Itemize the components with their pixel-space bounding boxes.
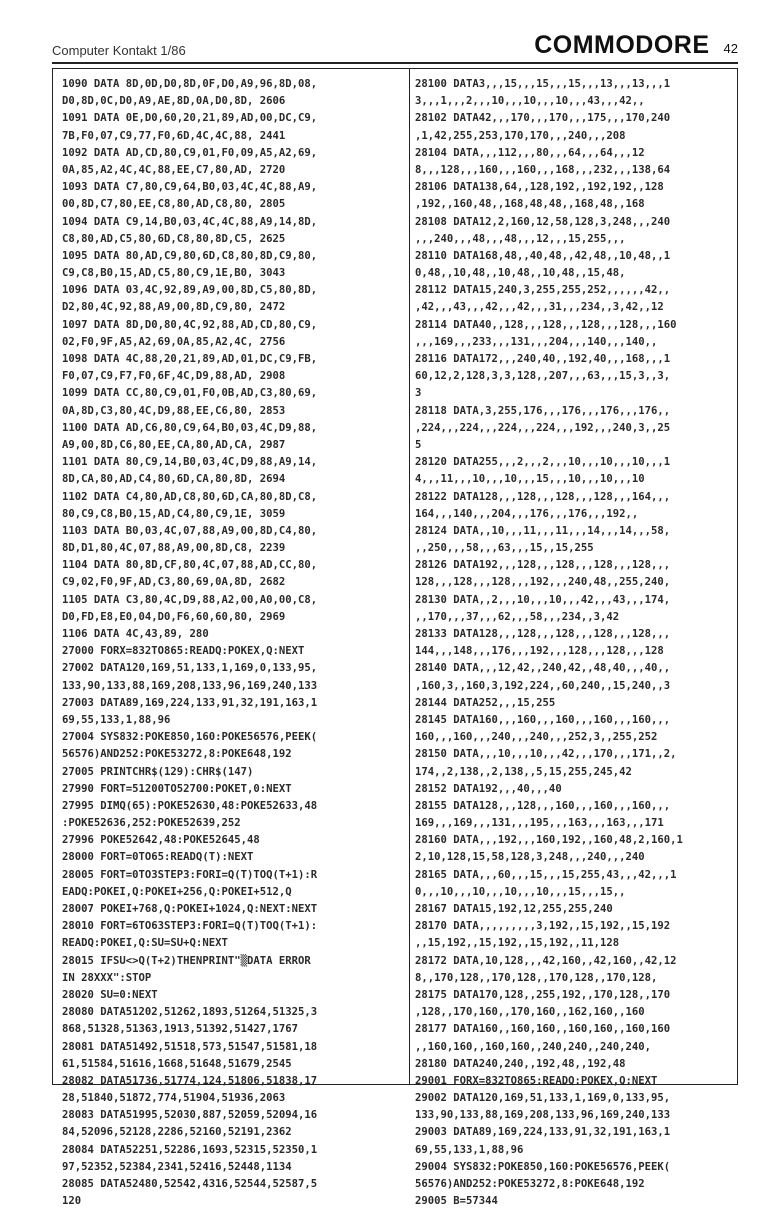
code-line: 28177 DATA160,,160,160,,160,160,,160,160 — [415, 1023, 671, 1036]
code-line: 56576)AND252:POKE53272,8:POKE648,192 — [62, 748, 292, 761]
code-line: 29004 SYS832:POKE850,160:POKE56576,PEEK( — [415, 1160, 671, 1173]
code-line: 27003 DATA89,169,224,133,91,32,191,163,1 — [62, 696, 318, 709]
code-line: ,,15,192,,15,192,,15,192,,11,128 — [415, 937, 620, 950]
code-line: A9,00,8D,C6,80,EE,CA,80,AD,CA, 2987 — [62, 438, 286, 451]
code-line: D0,FD,E8,E0,04,D0,F6,60,60,80, 2969 — [62, 610, 286, 623]
code-line: 28000 FORT=0TO65:READQ(T):NEXT — [62, 851, 254, 864]
code-line: 28116 DATA172,,,240,40,,192,40,,,168,,,1 — [415, 353, 671, 365]
code-line: 1097 DATA 8D,D0,80,4C,92,88,AD,CD,80,C9, — [62, 318, 318, 331]
code-line: 28005 FORT=0TO3STEP3:FORI=Q(T)TOQ(T+1):R — [62, 868, 318, 881]
code-line: 28082 DATA51736,51774,124,51806,51838,17 — [62, 1074, 318, 1087]
code-line: 28080 DATA51202,51262,1893,51264,51325,3 — [62, 1006, 318, 1019]
code-line: 28175 DATA170,128,,255,192,,170,128,,170 — [415, 988, 671, 1001]
code-line: 144,,,148,,,176,,,192,,,128,,,128,,,128 — [415, 645, 664, 658]
code-line: 8D,CA,80,AD,C4,80,6D,CA,80,8D, 2694 — [62, 473, 286, 486]
code-line: D0,8D,0C,D0,A9,AE,8D,0A,D0,8D, 2606 — [62, 95, 286, 108]
code-line: 1103 DATA B0,03,4C,07,88,A9,00,8D,C4,80, — [62, 524, 318, 537]
code-line: 28104 DATA,,,112,,,80,,,64,,,64,,,12 — [415, 146, 645, 159]
code-line: 1095 DATA 80,AD,C9,80,6D,C8,80,8D,C9,80, — [62, 249, 318, 262]
code-line: 5 — [415, 438, 422, 451]
code-line: 3,,,1,,,2,,,10,,,10,,,10,,,43,,,42,, — [415, 95, 645, 108]
page-number: 42 — [723, 41, 738, 56]
code-line: 1105 DATA C3,80,4C,D9,88,A2,00,A0,00,C8, — [62, 593, 318, 606]
code-line: 28102 DATA42,,,170,,,170,,,175,,,170,240 — [415, 112, 671, 125]
code-line: C9,C8,B0,15,AD,C5,80,C9,1E,B0, 3043 — [62, 267, 286, 280]
code-line: 8D,D1,80,4C,07,88,A9,00,8D,C8, 2239 — [62, 542, 286, 555]
code-line: 28150 DATA,,,10,,,10,,,42,,,170,,,171,,2, — [415, 748, 677, 761]
listing-column-right — [415, 76, 735, 1210]
code-line: F0,07,C9,F7,F0,6F,4C,D9,88,AD, 2908 — [62, 370, 286, 383]
code-line: 2,10,128,15,58,128,3,248,,,240,,,240 — [415, 851, 645, 864]
code-line: 4,,,11,,,10,,,10,,,15,,,10,,,10,,,10 — [415, 473, 645, 486]
code-line: ,192,,160,48,,168,48,48,,168,48,,168 — [415, 198, 645, 211]
code-line: 28144 DATA252,,,15,255 — [415, 696, 556, 709]
code-line: 28120 DATA255,,,2,,,2,,,10,,,10,,,10,,,1 — [415, 456, 671, 469]
code-line: 27005 PRINTCHR$(129):CHR$(147) — [62, 765, 254, 778]
code-line: 28020 SU=0:NEXT — [62, 988, 158, 1001]
code-line: ,42,,,43,,,42,,,42,,,31,,,234,,3,42,,12 — [415, 301, 664, 314]
code-line: ,,250,,,58,,,63,,,15,,15,255 — [415, 542, 594, 555]
code-line: ,,160,160,,160,160,,240,240,,240,240, — [415, 1040, 651, 1053]
code-line: 8,,170,128,,170,128,,170,128,,170,128, — [415, 971, 658, 984]
code-line: 28110 DATA168,48,,40,48,,42,48,,10,48,,1 — [415, 249, 671, 262]
code-line: 28140 DATA,,,12,42,,240,42,,48,40,,,40,, — [415, 662, 671, 675]
code-line: 1100 DATA AD,C6,80,C9,64,B0,03,4C,D9,88, — [62, 421, 318, 434]
code-line: 61,51584,51616,1668,51648,51679,2545 — [62, 1057, 292, 1070]
code-line: ,160,3,,160,3,192,224,,60,240,,15,240,,3 — [415, 679, 671, 692]
code-line: 28160 DATA,,,192,,,160,192,,160,48,2,160,1 — [415, 834, 683, 847]
code-line: 169,,,169,,,131,,,195,,,163,,,163,,,171 — [415, 817, 664, 830]
code-line: 28083 DATA51995,52030,887,52059,52094,16 — [62, 1109, 318, 1122]
code-line: 28084 DATA52251,52286,1693,52315,52350,1 — [62, 1143, 318, 1156]
code-line: 8,,,128,,,160,,,160,,,168,,,232,,,138,64 — [415, 163, 671, 176]
code-line: 29002 DATA120,169,51,133,1,169,0,133,95, — [415, 1092, 671, 1105]
code-line: 28108 DATA12,2,160,12,58,128,3,248,,,240 — [415, 215, 671, 228]
code-line: 1090 DATA 8D,0D,D0,8D,0F,D0,A9,96,8D,08, — [62, 78, 318, 90]
code-line: 28122 DATA128,,,128,,,128,,,128,,,164,,, — [415, 490, 671, 503]
code-line: 28126 DATA192,,,128,,,128,,,128,,,128,,, — [415, 559, 671, 572]
code-line: 27000 FORX=832TO865:READQ:POKEX,Q:NEXT — [62, 645, 305, 658]
code-line: EADQ:POKEI,Q:POKEI+256,Q:POKEI+512,Q — [62, 885, 292, 898]
code-line: 1099 DATA CC,80,C9,01,F0,0B,AD,C3,80,69, — [62, 387, 318, 400]
code-line: 28010 FORT=6TO63STEP3:FORI=Q(T)TOQ(T+1): — [62, 920, 318, 933]
code-line: 02,F0,9F,A5,A2,69,0A,85,A2,4C, 2756 — [62, 335, 286, 348]
code-line: 1094 DATA C9,14,B0,03,4C,4C,88,A9,14,8D, — [62, 215, 318, 228]
code-line: 3 — [415, 387, 422, 400]
code-line: 69,55,133,1,88,96 — [62, 713, 171, 726]
code-line: 28155 DATA128,,,128,,,160,,,160,,,160,,, — [415, 799, 671, 812]
brand-heading — [534, 31, 738, 60]
code-line: 0,48,,10,48,,10,48,,10,48,,15,48, — [415, 267, 626, 280]
code-line: 120 — [62, 1195, 82, 1208]
code-line: 28,51840,51872,774,51904,51936,2063 — [62, 1092, 286, 1105]
code-line: 27996 POKE52642,48:POKE52645,48 — [62, 834, 260, 847]
code-line: 1104 DATA 80,8D,CF,80,4C,07,88,AD,CC,80, — [62, 559, 318, 572]
code-line: 28165 DATA,,,60,,,15,,,15,255,43,,,42,,,1 — [415, 868, 677, 881]
code-line: ,1,42,255,253,170,170,,,240,,,208 — [415, 129, 626, 142]
code-line: 60,12,2,128,3,3,128,,207,,,63,,,15,3,,3, — [415, 370, 671, 383]
code-line: 00,8D,C7,80,EE,C8,80,AD,C8,80, 2805 — [62, 198, 286, 211]
code-line: 84,52096,52128,2286,52160,52191,2362 — [62, 1126, 292, 1139]
code-line: 29003 DATA89,169,224,133,91,32,191,163,1 — [415, 1126, 671, 1139]
code-line: ,,,169,,,233,,,131,,,204,,,140,,,140,, — [415, 335, 658, 348]
code-line: 27990 FORT=51200TO52700:POKET,0:NEXT — [62, 782, 292, 795]
code-line: 29001 FORX=832TO865:READQ:POKEX,Q:NEXT — [415, 1074, 658, 1087]
code-line: 28118 DATA,3,255,176,,,176,,,176,,,176,, — [415, 404, 671, 417]
code-line: 28100 DATA3,,,15,,,15,,,15,,,13,,,13,,,1 — [415, 78, 671, 90]
code-line: ,,170,,,37,,,62,,,58,,,234,,3,42 — [415, 610, 620, 623]
code-line: 28133 DATA128,,,128,,,128,,,128,,,128,,, — [415, 628, 671, 640]
code-line: 1093 DATA C7,80,C9,64,B0,03,4C,4C,88,A9, — [62, 181, 318, 194]
column-divider — [409, 68, 410, 1085]
code-line: 27004 SYS832:POKE850,160:POKE56576,PEEK( — [62, 731, 318, 744]
code-line: 28170 DATA,,,,,,,,,3,192,,15,192,,15,192 — [415, 920, 671, 933]
page-header — [52, 28, 738, 64]
code-line: ,224,,,224,,,224,,,224,,,192,,,240,3,,25 — [415, 421, 671, 434]
code-line: 164,,,140,,,204,,,176,,,176,,,192,, — [415, 507, 639, 520]
brand-name: COMMODORE — [534, 31, 710, 59]
code-line: 28015 IFSU<>Q(T+2)THENPRINT"▒DATA ERROR — [62, 954, 311, 967]
listing-column-left — [62, 76, 406, 1210]
code-line: 0A,8D,C3,80,4C,D9,88,EE,C6,80, 2853 — [62, 404, 286, 417]
code-line: 1106 DATA 4C,43,89, 280 — [62, 628, 209, 640]
code-line: 0A,85,A2,4C,4C,88,EE,C7,80,AD, 2720 — [62, 163, 286, 176]
code-line: ,,,240,,,48,,,48,,,12,,,15,255,,, — [415, 232, 626, 245]
code-line: 160,,,160,,,240,,,240,,,252,3,,255,252 — [415, 731, 658, 744]
code-line: 27995 DIMQ(65):POKE52630,48:POKE52633,48 — [62, 799, 318, 812]
code-line: 1091 DATA 0E,D0,60,20,21,89,AD,00,DC,C9, — [62, 112, 318, 125]
code-line: 133,90,133,88,169,208,133,96,169,240,133 — [415, 1109, 671, 1122]
code-line: 28172 DATA,10,128,,,42,160,,42,160,,42,12 — [415, 954, 677, 967]
code-line: ,128,,170,160,,170,160,,162,160,,160 — [415, 1006, 645, 1019]
code-line: 0,,,10,,,10,,,10,,,10,,,15,,,15,, — [415, 885, 626, 898]
code-line: 97,52352,52384,2341,52416,52448,1134 — [62, 1160, 292, 1173]
code-line: :POKE52636,252:POKE52639,252 — [62, 817, 241, 830]
code-line: 28167 DATA15,192,12,255,255,240 — [415, 903, 613, 915]
code-line: 1101 DATA 80,C9,14,B0,03,4C,D9,88,A9,14, — [62, 456, 318, 469]
code-line: 80,C9,C8,B0,15,AD,C4,80,C9,1E, 3059 — [62, 507, 286, 520]
code-line: 174,,2,138,,2,138,,5,15,255,245,42 — [415, 765, 632, 778]
code-line: 28152 DATA192,,,40,,,40 — [415, 782, 562, 795]
code-line: 7B,F0,07,C9,77,F0,6D,4C,4C,88, 2441 — [62, 129, 286, 142]
code-line: READQ:POKEI,Q:SU=SU+Q:NEXT — [62, 937, 228, 950]
code-line: C9,02,F0,9F,AD,C3,80,69,0A,8D, 2682 — [62, 576, 286, 589]
code-line: C8,80,AD,C5,80,6D,C8,80,8D,C5, 2625 — [62, 232, 286, 245]
code-line: IN 28XXX":STOP — [62, 971, 152, 984]
magazine-title: Computer Kontakt 1/86 — [52, 43, 186, 58]
code-line: 28114 DATA40,,128,,,128,,,128,,,128,,,160 — [415, 318, 677, 331]
code-line: 28081 DATA51492,51518,573,51547,51581,18 — [62, 1040, 318, 1053]
code-line: 29005 B=57344 — [415, 1195, 498, 1208]
code-line: 28124 DATA,,10,,,11,,,11,,,14,,,14,,,58, — [415, 524, 671, 537]
code-line: 27002 DATA120,169,51,133,1,169,0,133,95, — [62, 662, 318, 675]
code-line: 69,55,133,1,88,96 — [415, 1143, 524, 1156]
code-line: 28007 POKEI+768,Q:POKEI+1024,Q:NEXT:NEXT — [62, 903, 318, 915]
code-line: 28106 DATA138,64,,128,192,,192,192,,128 — [415, 181, 664, 194]
code-line: 28180 DATA240,240,,192,48,,192,48 — [415, 1057, 626, 1070]
code-line: 133,90,133,88,169,208,133,96,169,240,133 — [62, 679, 318, 692]
code-line: 1098 DATA 4C,88,20,21,89,AD,01,DC,C9,FB, — [62, 353, 318, 365]
code-line: 1102 DATA C4,80,AD,C8,80,6D,CA,80,8D,C8, — [62, 490, 318, 503]
code-line: 28112 DATA15,240,3,255,255,252,,,,,,42,, — [415, 284, 671, 297]
code-line: 868,51328,51363,1913,51392,51427,1767 — [62, 1023, 298, 1036]
code-line: 1092 DATA AD,CD,80,C9,01,F0,09,A5,A2,69, — [62, 146, 318, 159]
code-line: 28085 DATA52480,52542,4316,52544,52587,5 — [62, 1178, 318, 1190]
code-line: 28145 DATA160,,,160,,,160,,,160,,,160,,, — [415, 713, 671, 726]
code-line: 128,,,128,,,128,,,192,,,240,48,,255,240, — [415, 576, 671, 589]
code-line: D2,80,4C,92,88,A9,00,8D,C9,80, 2472 — [62, 301, 286, 314]
code-line: 1096 DATA 03,4C,92,89,A9,00,8D,C5,80,8D, — [62, 284, 318, 297]
code-line: 28130 DATA,,2,,,10,,,10,,,42,,,43,,,174, — [415, 593, 671, 606]
code-line: 56576)AND252:POKE53272,8:POKE648,192 — [415, 1178, 645, 1190]
